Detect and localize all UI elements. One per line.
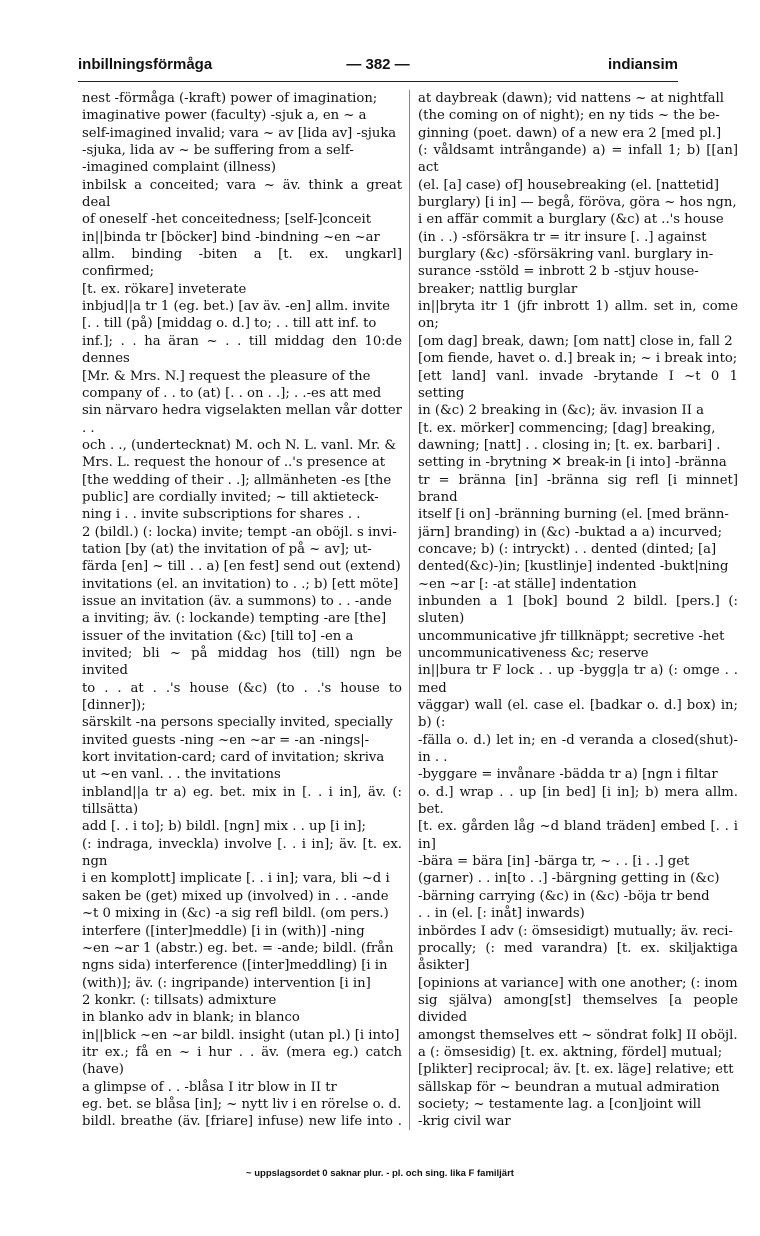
- dictionary-line: [om fiende, havet o. d.] break in; ~ i break into;: [418, 351, 738, 367]
- dictionary-line: imaginative power (faculty) -sjuk a, en ~ a: [82, 108, 367, 124]
- dictionary-line: och . ., (undertecknat) M. och N. L. vanl. Mr. &: [82, 437, 397, 453]
- dictionary-line: i en affär commit a burglary (&c) at ..'s house: [418, 212, 724, 228]
- dictionary-line: -bärning carrying (&c) in (&c) -böja tr bend: [418, 888, 710, 904]
- dictionary-line: public] are cordially invited; ~ till aktieteck-: [82, 489, 379, 505]
- dictionary-line: at daybreak (dawn); vid nattens ~ at nightfall: [418, 91, 724, 106]
- dictionary-line: [Mr. & Mrs. N.] request the pleasure of the: [82, 368, 371, 384]
- dictionary-line: invited guests -ning ~en ~ar = -an -nings|-: [82, 732, 370, 748]
- dictionary-line: -sjuka, lida av ~ be suffering from a self-: [82, 143, 354, 159]
- dictionary-line: kort invitation-card; card of invitation; skriva: [82, 750, 385, 766]
- dictionary-line: invitations (el. an invitation) to . .; b) [ett möte]: [82, 576, 399, 592]
- dictionary-line: inbjud||a tr 1 (eg. bet.) [av äv. -en] allm. invite: [82, 299, 390, 315]
- dictionary-line: inbland||a tr a) eg. bet. mix in [. . i in], äv. (: tillsätta): [82, 784, 402, 818]
- dictionary-line: a inviting; äv. (: lockande) tempting -are [the]: [82, 611, 387, 627]
- dictionary-line: ning i . . invite subscriptions for shares . .: [82, 507, 361, 523]
- dictionary-line: company of . . to (at) [. . on . .]; . .-es att med: [82, 385, 382, 401]
- dictionary-line: burglary (&c) -sförsäkring vanl. burglary in-: [418, 247, 714, 263]
- dictionary-line: (the coming on of night); en ny tids ~ the be-: [418, 108, 720, 124]
- dictionary-line: nest -förmåga (-kraft) power of imagination;: [82, 91, 378, 106]
- dictionary-line: [plikter] reciprocal; äv. [t. ex. läge] relative; ett: [418, 1062, 734, 1078]
- dictionary-line: i en komplott] implicate [. . i in]; vara, bli ~d i: [82, 871, 390, 887]
- dictionary-line: ~t 0 mixing in (&c) -a sig refl bildl. (om pers.): [82, 906, 389, 922]
- dictionary-line: eg. bet. se blåsa [in]; ~ nytt liv i en rörelse o. d.: [82, 1096, 402, 1112]
- dictionary-line: 2 (bildl.) (: locka) invite; tempt -an oböjl. s invi-: [82, 524, 397, 540]
- dictionary-line: concave; b) (: intryckt) . . dented (dinted; [a]: [418, 541, 717, 557]
- dictionary-line: in blanko adv in blank; in blanco: [82, 1010, 300, 1026]
- dictionary-line: uncommunicative jfr tillknäppt; secretive -het: [418, 628, 725, 644]
- page-number: — 382 —: [346, 56, 410, 73]
- dictionary-line: ginning (poet. dawn) of a new era 2 [med pl.]: [418, 125, 722, 141]
- dictionary-line: -fälla o. d.) let in; en -d veranda a closed(shut)-in . .: [418, 732, 738, 766]
- page-header: [78, 56, 678, 80]
- dictionary-line: ~en ~ar [: -at ställe] indentation: [418, 576, 637, 592]
- dictionary-line: of oneself -het conceitedness; [self-]conceit: [82, 212, 372, 228]
- dictionary-line: setting in -brytning ✕ break-in [i into] -bränna: [418, 455, 727, 471]
- dictionary-line: itr ex.; få en ~ i hur . . äv. (mera eg.) catch (have): [82, 1044, 402, 1078]
- dictionary-line: uncommunicativeness &c; reserve: [418, 646, 649, 661]
- dictionary-line: (el. [a] case) of] housebreaking (el. [nattetid]: [418, 177, 720, 193]
- dictionary-line: bildl. breathe (äv. [friare] infuse) new life into .: [82, 1114, 402, 1130]
- dictionary-line: (garner) . . in[to . .] -bärgning getting in (&c): [418, 871, 720, 887]
- dictionary-line: järn] branding) in (&c) -buktad a a) incurved;: [418, 524, 723, 540]
- dictionary-line: [the wedding of their . .]; allmänheten -es [the: [82, 472, 392, 488]
- dictionary-line: allm. binding -biten a [t. ex. ungkarl] confirmed;: [82, 247, 402, 280]
- dictionary-line: (in . .) -sförsäkra tr = itr insure [. .] against: [418, 229, 707, 245]
- dictionary-line: itself [i on] -bränning burning (el. [med bränn-: [418, 507, 729, 523]
- dictionary-line: dawning; [natt] . . closing in; [t. ex. barbari] .: [418, 437, 721, 453]
- dictionary-line: society; ~ testamente lag. a [con]joint will: [418, 1096, 702, 1112]
- dictionary-line: [t. ex. mörker] commencing; [dag] breaking,: [418, 420, 716, 436]
- dictionary-line: saken be (get) mixed up (involved) in . . -ande: [82, 888, 389, 904]
- dictionary-line: o. d.] wrap . . up [in bed] [i in]; b) mera allm. bet.: [418, 784, 738, 818]
- dictionary-line: -byggare = invånare -bädda tr a) [ngn i filtar: [418, 767, 718, 783]
- dictionary-line: väggar) wall (el. case el. [badkar o. d.] box) in; b) (:: [418, 698, 738, 731]
- dictionary-line: -bära = bära [in] -bärga tr, ~ . . [i . .] get: [418, 854, 690, 870]
- dictionary-line: invited; bli ~ på middag hos (till) ngn be invited: [82, 646, 402, 679]
- dictionary-line: inbördes I adv (: ömsesidigt) mutually; äv. reci-: [418, 923, 733, 939]
- dictionary-line: procally; (: med varandra) [t. ex. skiljaktiga åsikter]: [418, 940, 738, 974]
- dictionary-line: särskilt -na persons specially invited, specially: [82, 715, 393, 731]
- dictionary-line: 2 konkr. (: tillsats) admixture: [82, 992, 277, 1008]
- abbreviation-key-footer: ~ uppslagsordet 0 saknar plur. - pl. och sing. lika F familjärt: [246, 1168, 514, 1179]
- dictionary-line: interfere ([inter]meddle) [i in (with)] -ning: [82, 923, 365, 939]
- dictionary-line: Mrs. L. request the honour of ..'s presence at: [82, 455, 385, 471]
- dictionary-line: a (: ömsesidig) [t. ex. aktning, fördel] mutual;: [418, 1044, 723, 1060]
- dictionary-line: inf.]; . . ha äran ~ . . till middag den 10:de dennes: [82, 333, 402, 367]
- right-column: [418, 90, 738, 1130]
- dictionary-line: in||blick ~en ~ar bildl. insight (utan pl.) [i into]: [82, 1027, 400, 1043]
- dictionary-line: -krig civil war: [418, 1114, 511, 1130]
- dictionary-line: in (&c) 2 breaking in (&c); äv. invasion II a: [418, 403, 705, 419]
- dictionary-line: amongst themselves ett ~ söndrat folk] II oböjl.: [418, 1027, 738, 1043]
- dictionary-line: [t. ex. rökare] inveterate: [82, 281, 247, 297]
- dictionary-line: dented(&c)-)in; [kustlinje] indented -bukt|ning: [418, 559, 729, 575]
- left-column: [82, 90, 402, 1130]
- dictionary-line: färda [en] ~ till . . a) [en fest] send out (extend): [82, 559, 401, 575]
- dictionary-line: to . . at . .'s house (&c) (to . .'s house to [dinner]);: [82, 680, 402, 714]
- dictionary-line: [opinions at variance] with one another; (: inom: [418, 975, 738, 991]
- dictionary-line: sin närvaro hedra vigselakten mellan vår dotter . .: [82, 403, 402, 436]
- column-divider: [409, 90, 410, 1130]
- dictionary-line: inbilsk a conceited; vara ~ äv. think a great deal: [82, 177, 402, 211]
- dictionary-line: issue an invitation (äv. a summons) to . . -ande: [82, 593, 392, 609]
- header-guide-word-left: inbillningsförmåga: [78, 56, 213, 73]
- header-rule: [78, 81, 678, 82]
- dictionary-line: (: indraga, inveckla) involve [. . i in]; äv. [t. ex. ngn: [82, 836, 402, 870]
- dictionary-line: ngns sida) interference ([inter]meddling) [i in: [82, 958, 388, 974]
- dictionary-line: in||bryta itr 1 (jfr inbrott 1) allm. set in, come on;: [418, 299, 738, 332]
- dictionary-line: (with)]; äv. (: ingripande) intervention [i in]: [82, 975, 371, 991]
- dictionary-line: [t. ex. gården låg ~d bland träden] embed [. . i in]: [418, 819, 738, 852]
- dictionary-line: ~en ~ar 1 (abstr.) eg. bet. = -ande; bildl. (från: [82, 940, 394, 956]
- dictionary-line: add [. . i to]; b) bildl. [ngn] mix . . up [i in];: [82, 819, 366, 835]
- dictionary-line: (: våldsamt intrångande) a) = infall 1; b) [[an] act: [418, 143, 738, 176]
- dictionary-line: in||bura tr F lock . . up -bygg|a tr a) (: omge . . med: [418, 663, 738, 696]
- dictionary-line: -imagined complaint (illness): [82, 160, 276, 176]
- dictionary-line: sällskap för ~ beundran a mutual admiration: [418, 1079, 720, 1095]
- dictionary-line: . . in (el. [: inåt] inwards): [418, 906, 585, 922]
- header-guide-word-right: indiansim: [607, 56, 678, 73]
- dictionary-line: surance -sstöld = inbrott 2 b -stjuv house-: [418, 264, 699, 280]
- dictionary-line: tation [by (at) the invitation of på ~ av]; ut-: [82, 541, 372, 557]
- dictionary-line: tr = bränna [in] -bränna sig refl [i minnet] brand: [418, 472, 738, 505]
- dictionary-line: breaker; nattlig burglar: [418, 281, 578, 297]
- dictionary-line: in||binda tr [böcker] bind -bindning ~en ~ar: [82, 229, 380, 245]
- dictionary-line: self-imagined invalid; vara ~ av [lida av] -sjuka: [82, 125, 397, 141]
- dictionary-line: a glimpse of . . -blåsa I itr blow in II tr: [82, 1079, 337, 1095]
- dictionary-line: inbunden a 1 [bok] bound 2 bildl. [pers.] (: sluten): [418, 593, 738, 627]
- dictionary-line: ut ~en vanl. . . the invitations: [82, 767, 281, 783]
- dictionary-line: [ett land] vanl. invade -brytande I ~t 0 1 setting: [418, 368, 738, 401]
- dictionary-line: burglary) [i in] — begå, föröva, göra ~ hos ngn,: [418, 195, 737, 211]
- dictionary-line: sig själva) among[st] themselves [a people divided: [418, 992, 738, 1026]
- dictionary-line: [om dag] break, dawn; [om natt] close in, fall 2: [418, 333, 733, 349]
- dictionary-line: issuer of the invitation (&c) [till to] -en a: [82, 628, 354, 644]
- dictionary-line: [. . till (på) [middag o. d.] to; . . till att inf. to: [82, 316, 377, 332]
